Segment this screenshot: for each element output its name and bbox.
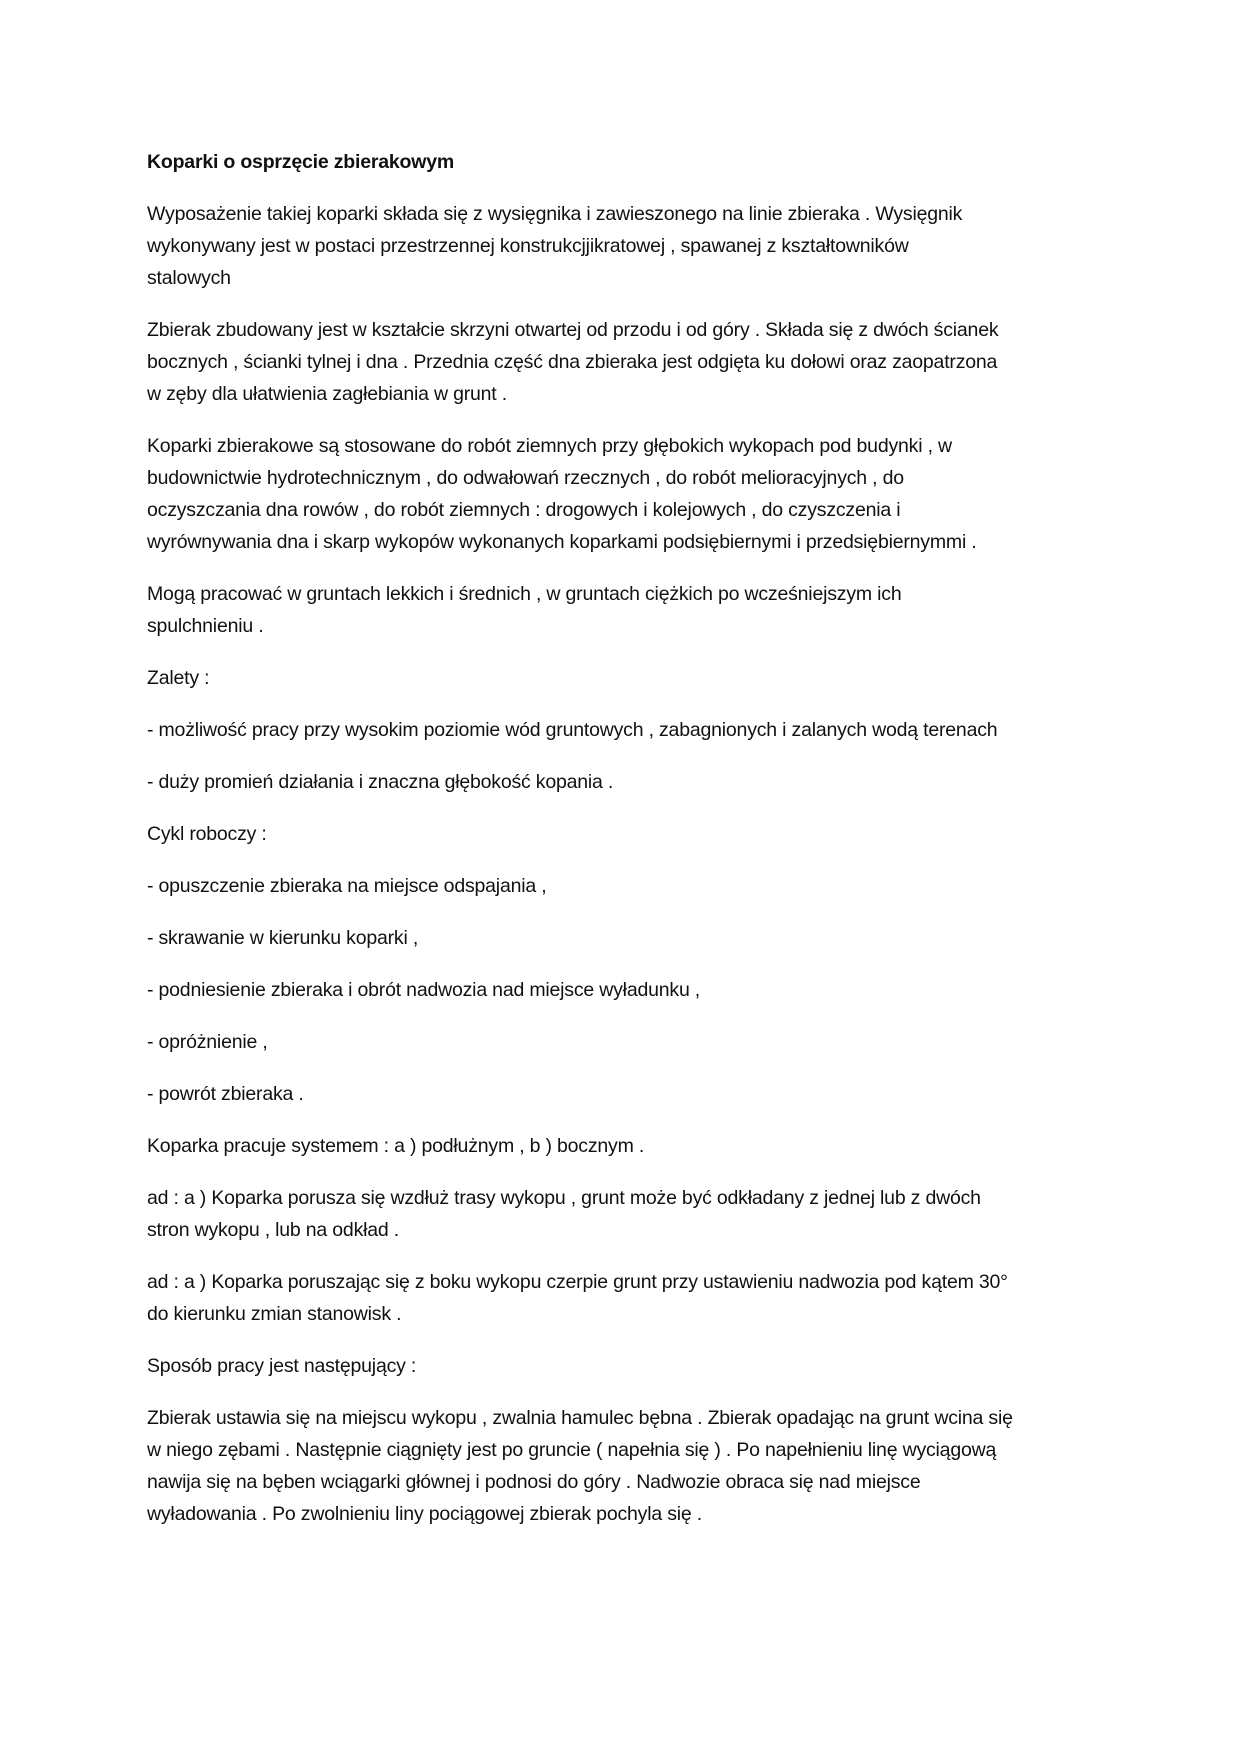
text-line: Zbierak ustawia się na miejscu wykopu , zwalnia hamulec bębna . Zbierak opadając na grunt wcina się [147,1407,1013,1429]
text-line: Zalety : [147,667,210,689]
text-line: stalowych [147,267,231,289]
text-line: nawija się na bęben wciągarki głównej i podnosi do góry . Nadwozie obraca się nad miejsce [147,1471,921,1493]
text-line: wyrównywania dna i skarp wykopów wykonanych koparkami podsiębiernymi i przedsiębiernymmi . [147,531,977,553]
paragraph [147,714,1097,746]
paragraph [147,1026,1097,1058]
paragraph [147,198,1097,294]
text-line: stron wykopu , lub na odkład . [147,1219,399,1241]
paragraph [147,870,1097,902]
text-line: - podniesienie zbieraka i obrót nadwozia nad miejsce wyładunku , [147,979,701,1001]
paragraph-list [147,198,1097,1530]
paragraph [147,766,1097,798]
text-line: w niego zębami . Następnie ciągnięty jest po gruncie ( napełnia się ) . Po napełnieniu linę wyciągową [147,1439,997,1461]
text-line: ad : a ) Koparka poruszając się z boku wykopu czerpie grunt przy ustawieniu nadwozia pod kątem 30° [147,1271,1008,1293]
document-body [147,146,1097,1550]
paragraph [147,818,1097,850]
text-line: w zęby dla ułatwienia zagłebiania w grunt . [147,383,507,405]
text-line: - możliwość pracy przy wysokim poziomie wód gruntowych , zabagnionych i zalanych wodą terenach [147,719,998,741]
document-title: Koparki o osprzęcie zbierakowym [147,151,454,173]
text-line: spulchnieniu . [147,615,264,637]
paragraph [147,314,1097,410]
text-line: - skrawanie w kierunku koparki , [147,927,419,949]
text-line: wyładowania . Po zwolnieniu liny pociągowej zbierak pochyla się . [147,1503,702,1525]
text-line: Koparki zbierakowe są stosowane do robót ziemnych przy głębokich wykopach pod budynki , w [147,435,952,457]
paragraph [147,1078,1097,1110]
text-line: Wyposażenie takiej koparki składa się z wysięgnika i zawieszonego na linie zbieraka . Wysięgnik [147,203,963,225]
text-line: Cykl roboczy : [147,823,267,845]
text-line: - duży promień działania i znaczna głębokość kopania . [147,771,614,793]
paragraph [147,1182,1097,1246]
paragraph [147,922,1097,954]
text-line: - opuszczenie zbieraka na miejsce odspajania , [147,875,547,897]
paragraph [147,430,1097,558]
text-line: - powrót zbieraka . [147,1083,304,1105]
paragraph [147,662,1097,694]
paragraph [147,1402,1097,1530]
text-line: wykonywany jest w postaci przestrzennej konstrukcjjikratowej , spawanej z kształtowników [147,235,909,257]
text-line: Koparka pracuje systemem : a ) podłużnym , b ) bocznym . [147,1135,645,1157]
paragraph [147,1266,1097,1330]
text-line: do kierunku zmian stanowisk . [147,1303,402,1325]
paragraph [147,578,1097,642]
text-line: oczyszczania dna rowów , do robót ziemnych : drogowych i kolejowych , do czyszczenia i [147,499,901,521]
text-line: bocznych , ścianki tylnej i dna . Przednia część dna zbieraka jest odgięta ku dołowi oraz zaopatrzona [147,351,998,373]
paragraph [147,1350,1097,1382]
text-line: Zbierak zbudowany jest w kształcie skrzyni otwartej od przodu i od góry . Składa się z dwóch ścianek [147,319,999,341]
text-line: budownictwie hydrotechnicznym , do odwałowań rzecznych , do robót melioracyjnych , do [147,467,904,489]
text-line: - opróżnienie , [147,1031,268,1053]
text-line: Sposób pracy jest następujący : [147,1355,417,1377]
document-title-block [147,146,1097,178]
text-line: ad : a ) Koparka porusza się wzdłuż trasy wykopu , grunt może być odkładany z jednej lub z dwóch [147,1187,981,1209]
paragraph [147,974,1097,1006]
paragraph [147,1130,1097,1162]
text-line: Mogą pracować w gruntach lekkich i średnich , w gruntach ciężkich po wcześniejszym ich [147,583,902,605]
